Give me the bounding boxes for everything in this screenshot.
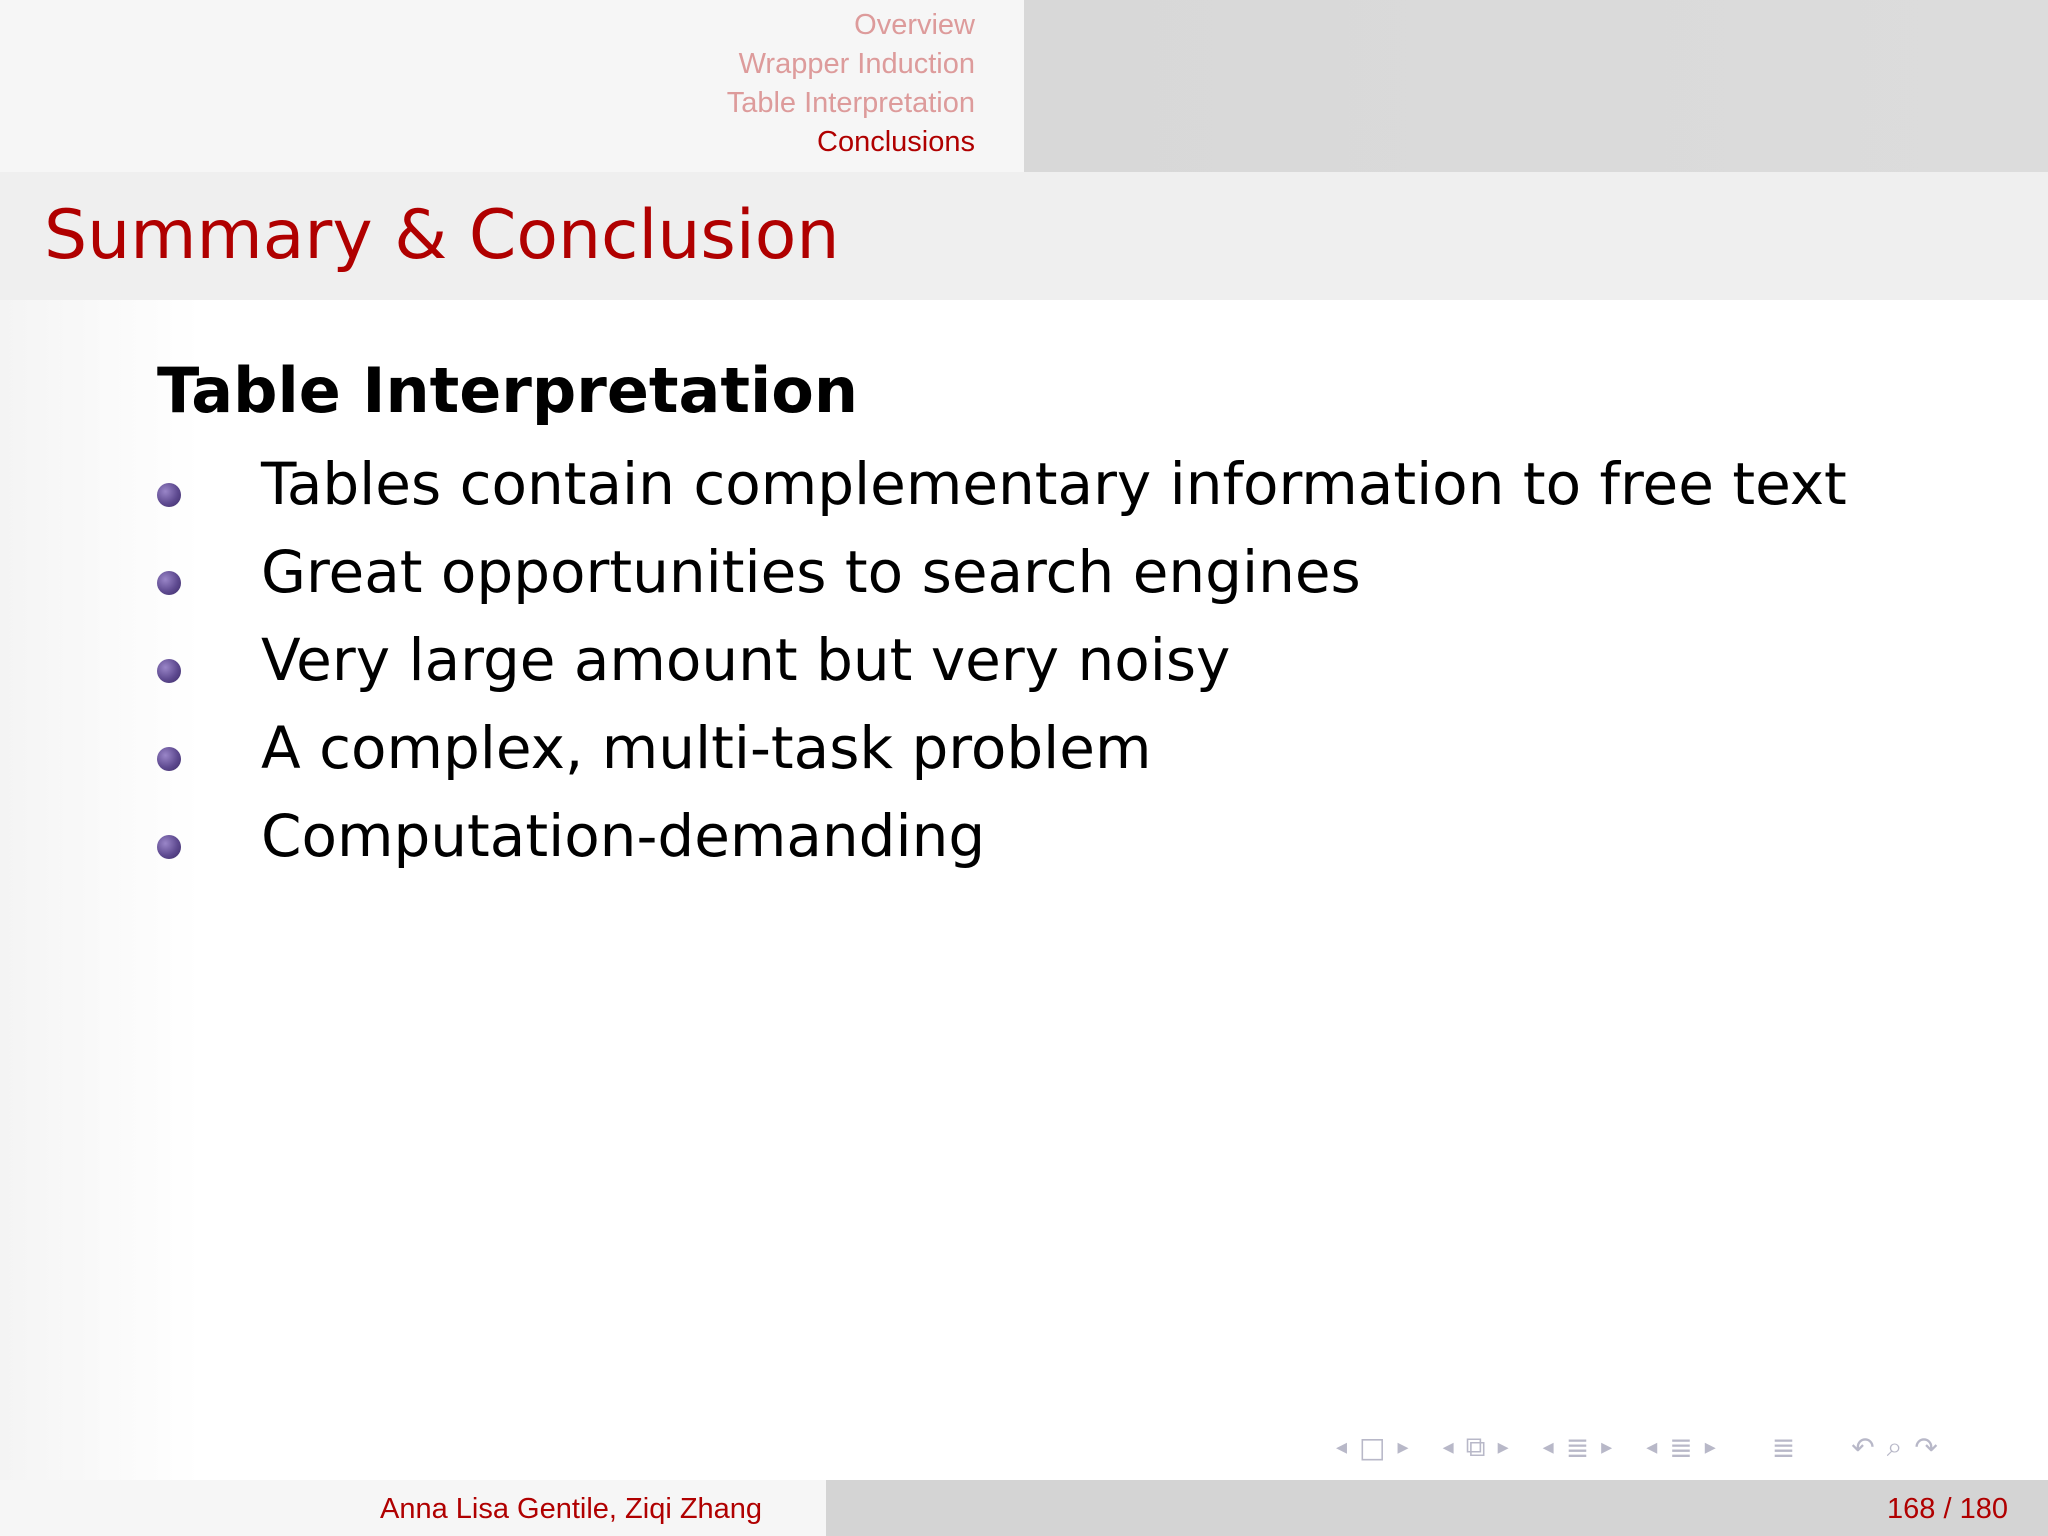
header-right-panel <box>1024 0 2048 172</box>
section-icon[interactable]: ≣ <box>1669 1430 1693 1464</box>
subsection-icon[interactable]: ⧉ <box>1465 1430 1486 1463</box>
footer-author: Anna Lisa Gentile, Ziqi Zhang <box>380 1493 763 1525</box>
undo-icon[interactable]: ↶ <box>1851 1430 1875 1464</box>
arrow-right-icon[interactable]: ▸ <box>1397 1434 1409 1460</box>
footer-right <box>826 1480 2048 1536</box>
bullet-icon <box>157 835 181 859</box>
bullet-icon <box>157 747 181 771</box>
list-item <box>157 616 1857 704</box>
arrow-left-icon[interactable]: ◂ <box>1336 1434 1348 1460</box>
section-navigation <box>727 6 975 162</box>
list-item <box>157 440 1857 528</box>
align-icon[interactable]: ≣ <box>1771 1430 1796 1464</box>
nav-item-wrapper-induction[interactable]: Wrapper Induction <box>738 48 975 80</box>
bullet-text: A complex, multi-task problem <box>261 714 1152 782</box>
arrow-right-icon[interactable]: ▸ <box>1497 1434 1509 1460</box>
bullet-icon <box>157 483 181 507</box>
frame-icon[interactable]: □ <box>1359 1430 1386 1464</box>
slide-title: Summary & Conclusion <box>44 196 840 275</box>
bullet-text: Very large amount but very noisy <box>261 626 1231 694</box>
nav-item-conclusions[interactable]: Conclusions <box>817 126 975 158</box>
list-item <box>157 704 1857 792</box>
list-item <box>157 792 1857 880</box>
list-item <box>157 528 1857 616</box>
page-number: 168 / 180 <box>1887 1493 2008 1525</box>
arrow-left-icon[interactable]: ◂ <box>1442 1434 1454 1460</box>
bullet-list <box>157 440 1857 880</box>
bullet-text: Great opportunities to search engines <box>261 538 1361 606</box>
bullet-text: Tables contain complementary information to free text <box>261 450 1847 518</box>
redo-icon[interactable]: ↷ <box>1914 1430 1938 1464</box>
arrow-left-icon[interactable]: ◂ <box>1542 1434 1554 1460</box>
bullet-icon <box>157 571 181 595</box>
nav-item-table-interpretation[interactable]: Table Interpretation <box>726 87 975 119</box>
search-icon[interactable]: ⌕ <box>1886 1430 1903 1463</box>
nav-item-overview[interactable]: Overview <box>854 9 975 41</box>
arrow-left-icon[interactable]: ◂ <box>1646 1434 1658 1460</box>
beamer-navigation-controls <box>1336 1430 2036 1464</box>
bullet-icon <box>157 659 181 683</box>
arrow-right-icon[interactable]: ▸ <box>1601 1434 1613 1460</box>
block-heading: Table Interpretation <box>157 354 858 427</box>
section-icon[interactable]: ≣ <box>1565 1430 1590 1464</box>
bullet-text: Computation-demanding <box>261 802 986 870</box>
arrow-right-icon[interactable]: ▸ <box>1704 1434 1716 1460</box>
